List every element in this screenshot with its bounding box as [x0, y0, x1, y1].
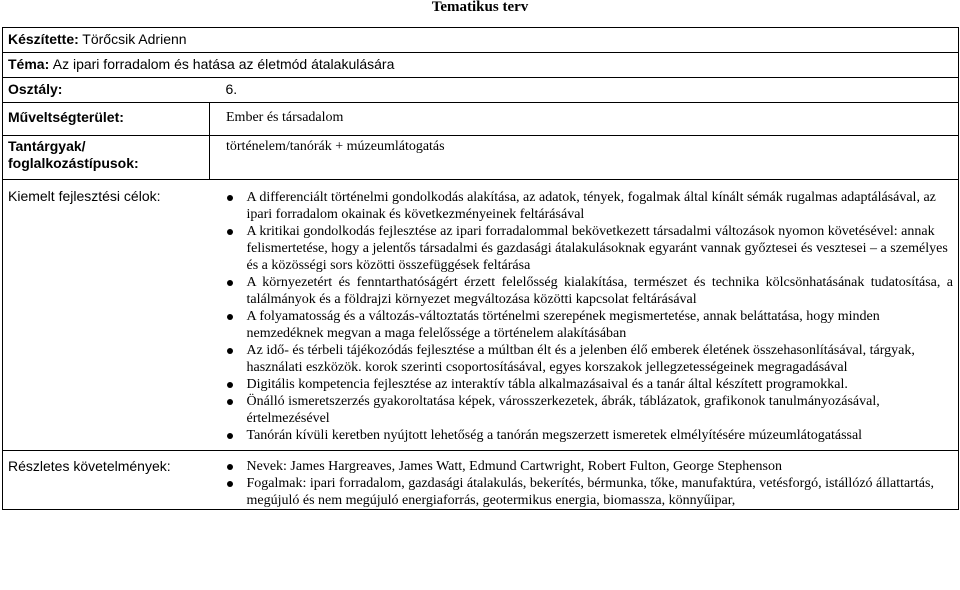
key-goals-label: Kiemelt fejlesztési célok:: [8, 188, 161, 204]
key-goals-list: [220, 189, 954, 444]
topic-label: Téma:: [8, 56, 50, 72]
subject-area-label: Műveltségterület:: [8, 109, 124, 125]
row-tema: [3, 53, 959, 78]
class-label: Osztály:: [8, 81, 63, 97]
list-item: Tanórán kívüli keretben nyújtott lehetőség a tanórán megszerzett ismeretek elmélyítésére múzeumlátogatással: [220, 427, 954, 444]
bullet-icon: [227, 195, 233, 201]
thematic-plan-table: [2, 27, 959, 510]
bullet-icon: [227, 382, 233, 388]
row-osztaly: [3, 78, 959, 103]
bullet-icon: [227, 433, 233, 439]
list-item: A környezetért és fenntarthatóságért érzett felelősség kialakítása, természet és technika kölcsönhatásának tudatosítása, a találmányok és a földrajzi környezet megváltozása közötti kapcsolat feltárásával: [220, 274, 954, 308]
list-item: A differenciált történelmi gondolkodás alakítása, az adatok, tények, fogalmak által kínált sémák rugalmas adaptálásával, az ipari forradalom okainak és következményeinek feltárásával: [220, 189, 954, 223]
author-label: Készítette:: [8, 31, 79, 47]
list-item: Az idő- és térbeli tájékozódás fejlesztése a múltban élt és a jelenben élő emberek életének összehasonlításával, tárgyak, használati eszközök. korok szerinti csoportosításával, egyes korszakok jellegzetességeinek megragadásával: [220, 342, 954, 376]
row-reszletes: [3, 451, 959, 510]
bullet-icon: [227, 464, 233, 470]
list-item: A folyamatosság és a változás-változtatás történelmi szerepének megismertetése, annak beláttatása, hogy minden nemzedéknek megvan a maga felelőssége a történelem alakításában: [220, 308, 954, 342]
subjects-label-line1: Tantárgyak/: [8, 138, 86, 154]
subject-area-value: Ember és társadalom: [226, 110, 344, 125]
row-muveltseg: [3, 103, 959, 136]
row-tantargyak: [3, 136, 959, 180]
class-value: 6.: [225, 81, 238, 97]
subjects-value: történelem/tanórák + múzeumlátogatás: [226, 139, 445, 154]
row-kiemelt: [3, 180, 959, 451]
bullet-icon: [227, 229, 233, 235]
list-item: A kritikai gondolkodás fejlesztése az ipari forradalommal bekövetkezett társadalmi változások nyomon követésével: annak felismertetése, hogy a jelentős társadalmi és gazdasági átalakulásoknak egyaránt vannak győztesei és vesztesei – a személyes és a közösségi sors közötti összefüggések feltárása: [220, 223, 954, 274]
bullet-icon: [227, 280, 233, 286]
page-title: Tematikus terv: [431, 0, 529, 15]
list-item: Önálló ismeretszerzés gyakoroltatása képek, városszerkezetek, ábrák, táblázatok, grafikonok tanulmányozásával, értelmezésével: [220, 393, 954, 427]
detailed-requirements-label: Részletes követelmények:: [8, 458, 171, 474]
bullet-icon: [227, 314, 233, 320]
topic-value: Az ipari forradalom és hatása az életmód átalakulására: [52, 56, 395, 72]
detailed-requirements-list: [220, 458, 954, 509]
list-item: Digitális kompetencia fejlesztése az interaktív tábla alkalmazásaival és a tanár által készített programokkal.: [220, 376, 954, 393]
bullet-icon: [227, 399, 233, 405]
author-value: Törőcsik Adrienn: [82, 31, 187, 47]
list-item: Nevek: James Hargreaves, James Watt, Edmund Cartwright, Robert Fulton, George Stephenson: [220, 458, 954, 475]
subjects-label-line2: foglalkozástípusok:: [8, 155, 139, 171]
bullet-icon: [227, 481, 233, 487]
row-keszitette: [3, 28, 959, 53]
list-item: Fogalmak: ipari forradalom, gazdasági átalakulás, bekerítés, bérmunka, tőke, manufaktúra, vetésforgó, istállózó állattartás, megújuló és nem megújuló energiaforrás, geotermikus energia, biomassza, könnyűipar,: [220, 475, 954, 509]
bullet-icon: [227, 348, 233, 354]
